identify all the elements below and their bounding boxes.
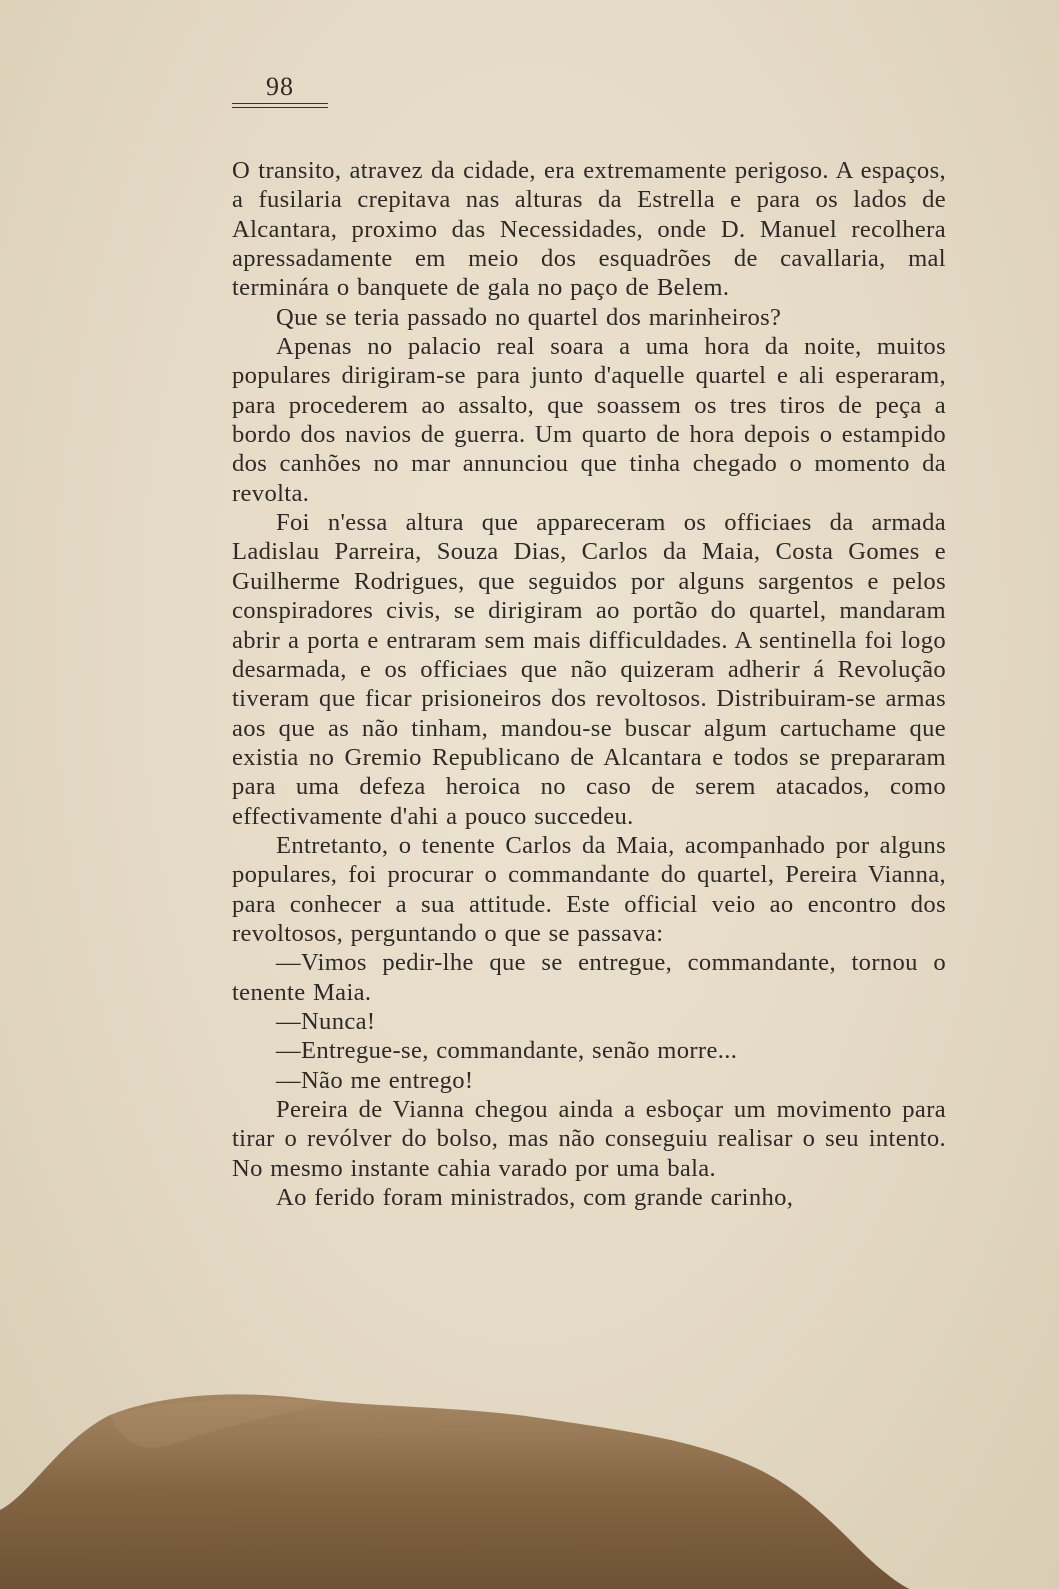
page-number: 98	[266, 72, 294, 101]
dialogue-line: —Nunca!	[276, 1007, 376, 1035]
body-text	[232, 156, 946, 1212]
paragraph: O transito, atravez da cidade, era extremamente perigoso. A espaços, a fusilaria crepitava nas alturas da Estrella e para os lados de Alcantara, proximo das Necessidades, onde D. Manuel recolhera apressadamente em meio dos esquadrões de cavallaria, mal terminára o banquete de gala no paço de Belem.	[232, 157, 946, 302]
paragraph: Ao ferido foram ministrados, com grande carinho,	[276, 1184, 794, 1212]
dialogue-line: —Vimos pedir-lhe que se entregue, commandante, tornou o tenente Maia.	[232, 949, 946, 1006]
paragraph: Que se teria passado no quartel dos marinheiros?	[276, 303, 782, 331]
paragraph: Apenas no palacio real soara a uma hora da noite, muitos populares dirigiram-se para junto d'aquelle quartel e ali esperaram, para procederem ao assalto, que soassem os tres tiros de peça a bordo dos navios de guerra. Um quarto de hora depois o estampido dos canhões no mar annunciou que tinha chegado o momento da revolta.	[232, 333, 946, 507]
dialogue-line: —Entregue-se, commandante, senão morre...	[276, 1037, 738, 1065]
dialogue-line: —Não me entrego!	[276, 1066, 474, 1094]
paragraph: Entretanto, o tenente Carlos da Maia, acompanhado por alguns populares, foi procurar o commandante do quartel, Pereira Vianna, para conhecer a sua attitude. Este official veio ao encontro dos revoltosos, perguntando o que se passava:	[232, 831, 946, 947]
page-number-rule-double	[232, 107, 328, 108]
paragraph: Foi n'essa altura que appareceram os officiaes da armada Ladislau Parreira, Souza Dias, Carlos da Maia, Costa Gomes e Guilherme Rodrigues, que seguidos por alguns sargentos e pelos conspiradores civis, se dirigiram ao portão do quartel, mandaram abrir a porta e entraram sem mais difficuldades. A sentinella foi logo desarmada, e os officiaes que não quizeram adherir á Revolução tiveram que ficar prisioneiros dos revoltosos. Distribuiram-se armas aos que as não tinham, mandou-se buscar algum cartuchame que existia no Gremio Republicano de Alcantara e todos se prepararam para uma defeza heroica no caso de serem atacados, como effectivamente d'ahi a pouco succedeu.	[232, 509, 946, 830]
paragraph: Pereira de Vianna chegou ainda a esboçar um movimento para tirar o revólver do bolso, mas não conseguiu realisar o seu intento. No mesmo instante cahia varado por uma bala.	[232, 1096, 946, 1182]
page-number-rule	[232, 103, 328, 104]
